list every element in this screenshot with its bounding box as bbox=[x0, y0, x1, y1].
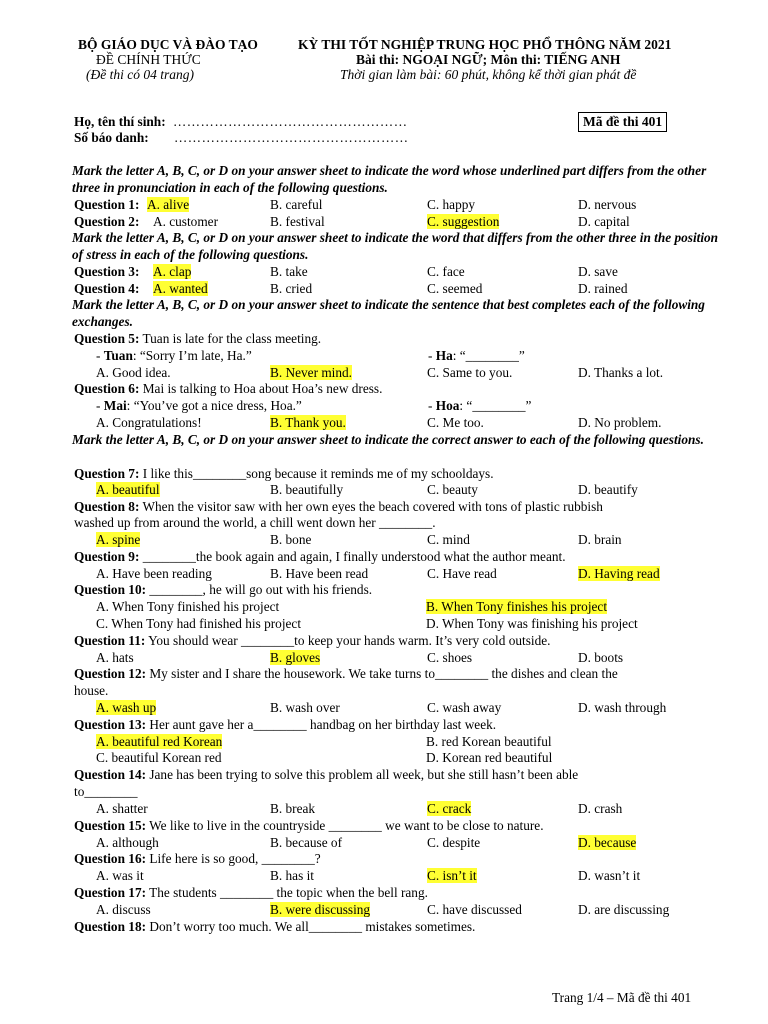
question-15-stem bbox=[74, 818, 544, 835]
option-c[interactable]: C. have discussed bbox=[427, 902, 522, 917]
question-label: Question 10: bbox=[74, 582, 147, 597]
question-10-options-row1 bbox=[74, 599, 724, 616]
question-text: ________the book again and again, I finally understood what the author meant. bbox=[142, 549, 566, 564]
option-b[interactable]: B. wash over bbox=[270, 700, 340, 715]
question-13-options-row2 bbox=[74, 750, 724, 767]
option-a[interactable]: A. beautiful red Korean bbox=[96, 734, 223, 749]
question-6-stem bbox=[74, 381, 382, 398]
option-b[interactable]: B. take bbox=[270, 264, 308, 279]
option-d[interactable]: D. save bbox=[578, 264, 618, 279]
option-c[interactable]: C. face bbox=[427, 264, 465, 279]
option-a[interactable]: A. wash up bbox=[96, 700, 157, 715]
option-d[interactable]: D. boots bbox=[578, 650, 624, 665]
dialogue-line-1: - Tuan: “Sorry I’m late, Ha.” bbox=[96, 348, 252, 363]
question-text: Don’t worry too much. We all________ mistakes sometimes. bbox=[149, 919, 476, 934]
option-d[interactable]: D. capital bbox=[578, 214, 630, 229]
question-label: Question 1: bbox=[74, 197, 140, 212]
option-a[interactable]: A. shatter bbox=[96, 801, 148, 816]
option-c[interactable]: C. beauty bbox=[427, 482, 478, 497]
question-14-options bbox=[74, 801, 724, 818]
dialogue-line-1: - Mai: “You’ve got a nice dress, Hoa.” bbox=[96, 398, 302, 413]
question-7-stem bbox=[74, 466, 494, 483]
page-footer: Trang 1/4 – Mã đề thi 401 bbox=[552, 990, 692, 1005]
question-label: Question 15: bbox=[74, 818, 147, 833]
option-a[interactable]: A. Good idea. bbox=[96, 365, 171, 380]
question-label: Question 13: bbox=[74, 717, 147, 732]
pages-note: (Đề thi có 04 trang) bbox=[86, 67, 194, 82]
option-c[interactable]: C. mind bbox=[427, 532, 470, 547]
option-a[interactable]: A. Have been reading bbox=[96, 566, 212, 581]
option-a[interactable]: A. beautiful bbox=[96, 482, 160, 497]
candidate-name-dots: …………………………………………… bbox=[172, 114, 408, 129]
option-b[interactable]: B. Have been read bbox=[270, 566, 369, 581]
question-12-stem-cont: house. bbox=[74, 683, 109, 698]
question-text: The students ________ the topic when the bell rang. bbox=[149, 885, 428, 900]
question-label: Question 12: bbox=[74, 666, 147, 681]
question-9-stem bbox=[74, 549, 566, 566]
candidate-id-label: Số báo danh: bbox=[74, 130, 149, 145]
question-10-options-row2 bbox=[74, 616, 724, 633]
question-11-stem bbox=[74, 633, 550, 650]
question-label: Question 18: bbox=[74, 919, 147, 934]
option-c[interactable]: C. Same to you. bbox=[427, 365, 513, 380]
official-label: ĐỀ CHÍNH THỨC bbox=[96, 52, 201, 67]
question-15-options bbox=[74, 835, 724, 852]
option-d[interactable]: D. Thanks a lot. bbox=[578, 365, 664, 380]
question-12-options bbox=[74, 700, 724, 717]
time-note: Thời gian làm bài: 60 phút, không kể thời gian phát đề bbox=[340, 67, 637, 82]
option-c[interactable]: C. despite bbox=[427, 835, 481, 850]
question-2 bbox=[74, 214, 724, 231]
option-d[interactable]: D. rained bbox=[578, 281, 628, 296]
question-9-options bbox=[74, 566, 724, 583]
option-a[interactable]: A. although bbox=[96, 835, 159, 850]
question-label: Question 3: bbox=[74, 264, 140, 279]
question-3 bbox=[74, 264, 724, 281]
option-c[interactable]: C. suggestion bbox=[427, 214, 500, 229]
question-label: Question 6: bbox=[74, 381, 140, 396]
question-6-options bbox=[74, 415, 724, 432]
exam-subject: Bài thi: NGOẠI NGỮ; Môn thi: TIẾNG ANH bbox=[356, 52, 621, 67]
option-b[interactable]: B. bone bbox=[270, 532, 312, 547]
dialogue-line-2: - Hoa: “________” bbox=[428, 398, 532, 413]
question-text: Life here is so good, ________? bbox=[149, 851, 321, 866]
option-b[interactable]: B. beautifully bbox=[270, 482, 344, 497]
option-d[interactable]: D. Having read bbox=[578, 566, 660, 581]
question-8-options bbox=[74, 532, 724, 549]
option-b[interactable]: B. has it bbox=[270, 868, 314, 883]
question-14-stem-cont: to________ bbox=[74, 784, 138, 799]
option-b[interactable]: B. gloves bbox=[270, 650, 321, 665]
question-17-stem bbox=[74, 885, 428, 902]
option-c[interactable]: C. wash away bbox=[427, 700, 502, 715]
candidate-id-dots: …………………………………………… bbox=[173, 130, 409, 145]
instruction-pronunciation: Mark the letter A, B, C, or D on your answer sheet to indicate the word whose underlined part differs from the other three in pronunciation in each of the following questions. bbox=[72, 163, 707, 195]
exam-code-box: Mã đề thi 401 bbox=[578, 112, 667, 132]
question-text: Her aunt gave her a________ handbag on her birthday last week. bbox=[149, 717, 497, 732]
option-a[interactable]: A. was it bbox=[96, 868, 144, 883]
question-8-stem bbox=[74, 499, 603, 516]
question-16-options bbox=[74, 868, 724, 885]
option-a[interactable]: A. Congratulations! bbox=[96, 415, 202, 430]
option-a[interactable]: A. alive bbox=[147, 197, 190, 212]
option-c[interactable]: C. happy bbox=[427, 197, 476, 212]
option-d[interactable]: D. wasn’t it bbox=[578, 868, 641, 883]
option-d[interactable]: D. beautify bbox=[578, 482, 638, 497]
question-13-stem bbox=[74, 717, 496, 734]
candidate-name-row bbox=[74, 114, 408, 131]
candidate-id-row bbox=[74, 130, 409, 147]
instruction-stress: Mark the letter A, B, C, or D on your answer sheet to indicate the word that differs from the other three in the position of stress in each of the following questions. bbox=[72, 230, 719, 262]
instruction-correct-answer: Mark the letter A, B, C, or D on your answer sheet to indicate the correct answer to each of the following questions. bbox=[72, 432, 704, 447]
option-c[interactable]: C. shoes bbox=[427, 650, 473, 665]
question-10-stem bbox=[74, 582, 372, 599]
question-text: When the visitor saw with her own eyes the beach covered with tons of plastic rubbish bbox=[142, 499, 603, 514]
question-8-stem-cont: washed up from around the world, a chill went down her ________. bbox=[74, 515, 436, 530]
question-text: My sister and I share the housework. We take turns to________ the dishes and clean the bbox=[149, 666, 618, 681]
question-label: Question 16: bbox=[74, 851, 147, 866]
option-c[interactable]: C. When Tony had finished his project bbox=[96, 616, 302, 631]
question-label: Question 7: bbox=[74, 466, 140, 481]
question-12-stem bbox=[74, 666, 618, 683]
option-d[interactable]: D. Korean red beautiful bbox=[426, 750, 553, 765]
question-5-options bbox=[74, 365, 724, 382]
option-c[interactable]: C. Me too. bbox=[427, 415, 484, 430]
question-text: I like this________song because it reminds me of my schooldays. bbox=[142, 466, 494, 481]
option-b[interactable]: B. When Tony finishes his project bbox=[426, 599, 608, 614]
question-text: Mai is talking to Hoa about Hoa’s new dress. bbox=[142, 381, 383, 396]
question-17-options bbox=[74, 902, 724, 919]
candidate-name-label: Họ, tên thí sinh: bbox=[74, 114, 166, 129]
question-11-options bbox=[74, 650, 724, 667]
question-6-dialogue bbox=[96, 398, 716, 415]
option-b[interactable]: B. because of bbox=[270, 835, 342, 850]
question-text: We like to live in the countryside ________ we want to be close to nature. bbox=[149, 818, 544, 833]
question-label: Question 14: bbox=[74, 767, 147, 782]
option-d[interactable]: D. When Tony was finishing his project bbox=[426, 616, 638, 631]
question-label: Question 9: bbox=[74, 549, 140, 564]
question-18-stem bbox=[74, 919, 475, 936]
question-text: Tuan is late for the class meeting. bbox=[142, 331, 322, 346]
option-a[interactable]: A. When Tony finished his project bbox=[96, 599, 280, 614]
option-c[interactable]: C. seemed bbox=[427, 281, 483, 296]
question-label: Question 4: bbox=[74, 281, 140, 296]
option-b[interactable]: B. red Korean beautiful bbox=[426, 734, 552, 749]
question-label: Question 5: bbox=[74, 331, 140, 346]
option-a[interactable]: A. customer bbox=[153, 214, 218, 229]
question-label: Question 11: bbox=[74, 633, 146, 648]
option-b[interactable]: B. Thank you. bbox=[270, 415, 346, 430]
question-5-dialogue bbox=[96, 348, 716, 365]
option-b[interactable]: B. careful bbox=[270, 197, 323, 212]
question-label: Question 17: bbox=[74, 885, 147, 900]
option-a[interactable]: A. spine bbox=[96, 532, 141, 547]
instruction-exchanges: Mark the letter A, B, C, or D on your answer sheet to indicate the sentence that best completes each of the following exchanges. bbox=[72, 297, 705, 329]
exam-title: KỲ THI TỐT NGHIỆP TRUNG HỌC PHỔ THÔNG NĂM 2021 bbox=[298, 37, 672, 52]
option-b[interactable]: B. Never mind. bbox=[270, 365, 352, 380]
question-text: ________, he will go out with his friends. bbox=[149, 582, 373, 597]
question-5-stem bbox=[74, 331, 321, 348]
option-b[interactable]: B. festival bbox=[270, 214, 325, 229]
dialogue-line-2: - Ha: “________” bbox=[428, 348, 525, 363]
question-label: Question 8: bbox=[74, 499, 140, 514]
question-4 bbox=[74, 281, 724, 298]
question-label: Question 2: bbox=[74, 214, 140, 229]
option-d[interactable]: D. nervous bbox=[578, 197, 637, 212]
question-13-options-row1 bbox=[74, 734, 724, 751]
option-d[interactable]: D. wash through bbox=[578, 700, 667, 715]
option-b[interactable]: B. cried bbox=[270, 281, 313, 296]
option-d[interactable]: D. are discussing bbox=[578, 902, 670, 917]
option-d[interactable]: D. brain bbox=[578, 532, 622, 547]
option-a[interactable]: A. discuss bbox=[96, 902, 151, 917]
option-b[interactable]: B. break bbox=[270, 801, 316, 816]
option-c[interactable]: C. crack bbox=[427, 801, 472, 816]
option-a[interactable]: A. wanted bbox=[153, 281, 208, 296]
option-c[interactable]: C. beautiful Korean red bbox=[96, 750, 222, 765]
question-7-options bbox=[74, 482, 724, 499]
option-a[interactable]: A. clap bbox=[153, 264, 192, 279]
question-16-stem bbox=[74, 851, 321, 868]
question-text: Jane has been trying to solve this problem all week, but she still hasn’t been able bbox=[149, 767, 579, 782]
option-a[interactable]: A. hats bbox=[96, 650, 134, 665]
option-d[interactable]: D. No problem. bbox=[578, 415, 662, 430]
option-d[interactable]: D. crash bbox=[578, 801, 623, 816]
option-d[interactable]: D. because bbox=[578, 835, 637, 850]
question-1 bbox=[74, 197, 724, 214]
option-b[interactable]: B. were discussing bbox=[270, 902, 371, 917]
option-c[interactable]: C. isn’t it bbox=[427, 868, 477, 883]
option-c[interactable]: C. Have read bbox=[427, 566, 497, 581]
ministry-name: BỘ GIÁO DỤC VÀ ĐÀO TẠO bbox=[78, 37, 258, 52]
question-14-stem bbox=[74, 767, 578, 784]
question-text: You should wear ________to keep your hands warm. It’s very cold outside. bbox=[148, 633, 551, 648]
